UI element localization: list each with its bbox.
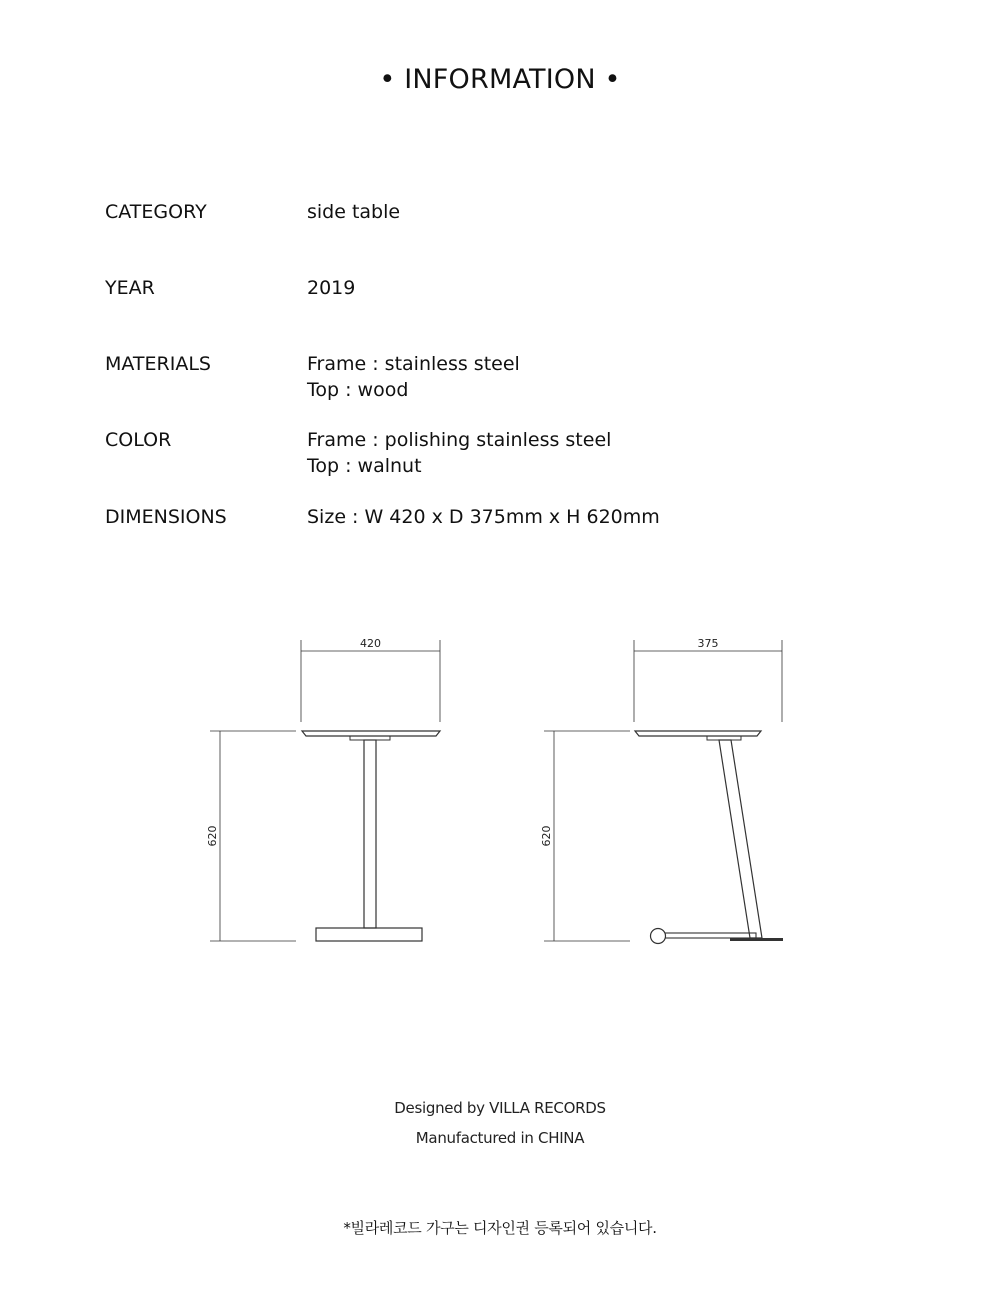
info-value (307, 427, 611, 479)
width-dimension-label: 420 (360, 637, 381, 650)
info-value-line: Top : walnut (307, 455, 422, 477)
info-value-line: Size : W 420 x D 375mm x H 620mm (307, 506, 660, 528)
front-height-dimension-label: 620 (206, 825, 219, 847)
info-label: CATEGORY (105, 201, 207, 223)
info-value (307, 351, 520, 403)
info-label: YEAR (105, 277, 155, 299)
info-value (307, 199, 400, 225)
caster-wheel (651, 929, 666, 944)
page-title: • INFORMATION • (379, 64, 621, 95)
design-rights-notice: *빌라레코드 가구는 디자인권 등록되어 있습니다. (343, 1219, 657, 1237)
depth-dimension-label: 375 (697, 637, 719, 650)
manufacture-origin: Manufactured in CHINA (415, 1129, 585, 1147)
info-value-line: Frame : polishing stainless steel (307, 429, 612, 451)
table-top (302, 731, 440, 736)
info-value-line: side table (307, 201, 401, 223)
technical-drawing (0, 620, 1000, 960)
base-bar (662, 933, 756, 938)
base-plate (316, 928, 422, 941)
info-value-line: 2019 (307, 277, 356, 299)
slanted-leg (719, 740, 762, 938)
info-value (307, 275, 355, 301)
designer-credit: Designed by VILLA RECORDS (394, 1099, 606, 1117)
info-value-line: Top : wood (307, 379, 409, 401)
column (364, 740, 376, 928)
front-view (210, 640, 440, 941)
side-height-dimension-label: 620 (540, 825, 553, 847)
info-value (307, 504, 660, 530)
foot-plate (730, 938, 783, 941)
table-top (635, 731, 761, 736)
side-view (544, 640, 783, 944)
info-value-line: Frame : stainless steel (307, 353, 520, 375)
info-label: DIMENSIONS (105, 506, 227, 528)
info-label: COLOR (105, 429, 172, 451)
info-label: MATERIALS (105, 353, 211, 375)
